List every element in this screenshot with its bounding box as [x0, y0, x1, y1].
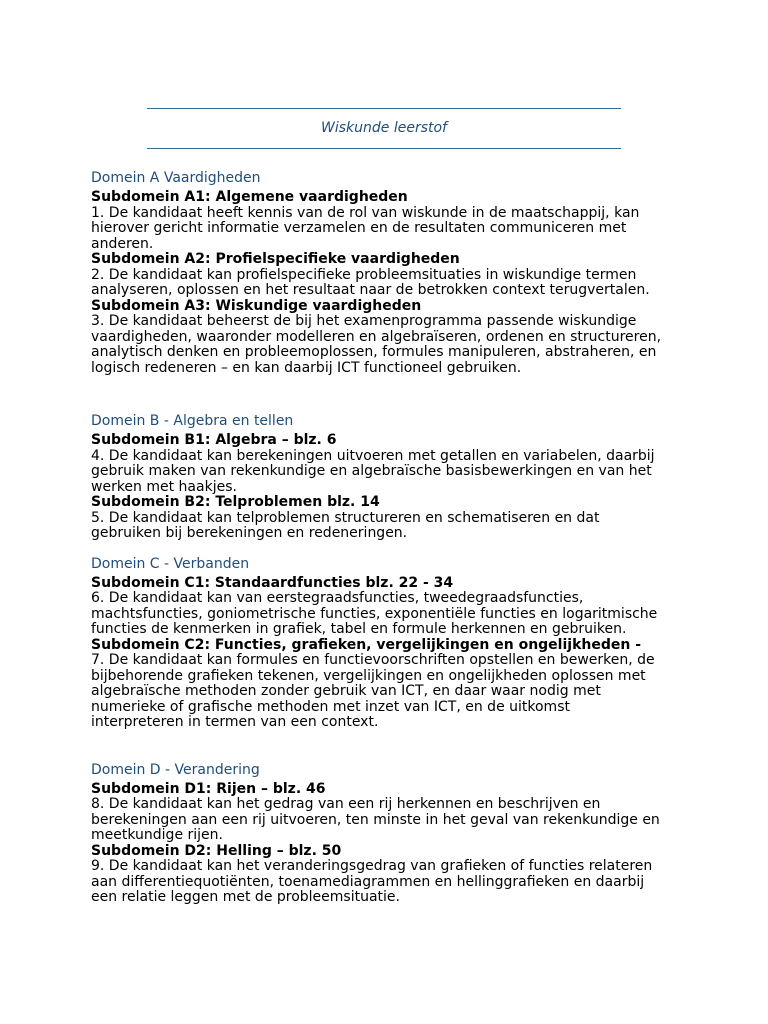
subdomain-text: 7. De kandidaat kan formules en functievoorschriften opstellen en bewerken, de bijbehorende grafieken tekenen, vergelijkingen en ongelijkheden oplossen met algebraïsche methoden zonder gebruik van ICT, en daar waar nodig met numerieke of grafische methoden met inzet van ICT, en de uitkomst interpreteren in termen van een context. — [91, 652, 655, 730]
subdomain-heading: Subdomein B1: Algebra – blz. 6 — [91, 432, 337, 448]
domain-a — [91, 168, 691, 376]
domain-heading: Domein A Vaardigheden — [91, 170, 261, 186]
title-rule-bottom — [147, 148, 621, 149]
subdomain-heading: Subdomein B2: Telproblemen blz. 14 — [91, 494, 380, 510]
subdomain-heading: Subdomein D2: Helling – blz. 50 — [91, 842, 342, 859]
subdomain-text: 9. De kandidaat kan het veranderingsgedrag van grafieken of functies relateren aan differentiequotiënten, toenamediagrammen en hellinggrafieken en daarbij een relatie leggen met de probleemsituatie. — [91, 858, 653, 905]
document-body — [91, 168, 691, 906]
spacer — [91, 542, 691, 554]
subdomain-text: 8. De kandidaat kan het gedrag van een rij herkennen en beschrijven en berekeningen aan een rij uitvoeren, ten minste in het geval van rekenkundige en meetkundige rijen. — [91, 796, 660, 843]
subdomain-text: 3. De kandidaat beheerst de bij het examenprogramma passende wiskundige vaardigheden, waaronder modelleren en algebraïseren, ordenen en structureren, analytisch denken en probleemoplossen, formules manipuleren, abstraheren, en logisch redeneren – en kan daarbij ICT functioneel gebruiken. — [91, 313, 662, 376]
domain-d — [91, 760, 691, 906]
subdomain-heading: Subdomein C2: Functies, grafieken, vergelijkingen en ongelijkheden - — [91, 636, 642, 653]
subdomain-heading: Subdomein A1: Algemene vaardigheden — [91, 189, 408, 205]
subdomain-text: 1. De kandidaat heeft kennis van de rol van wiskunde in de maatschappij, kan hierover gericht informatie verzamelen en de resultaten communiceren met anderen. — [91, 204, 640, 252]
subdomain-text: 5. De kandidaat kan telproblemen structureren en schematiseren en dat gebruiken bij berekeningen en redeneringen. — [91, 509, 600, 541]
subdomain-text: 6. De kandidaat kan van eerstegraadsfuncties, tweedegraadsfuncties, machtsfuncties, goniometrische functies, exponentiële functies en logaritmische functies de kenmerken in grafiek, tabel en formule herkennen en gebruiken. — [91, 590, 658, 637]
subdomain-heading: Subdomein A2: Profielspecifieke vaardigheden — [91, 251, 460, 267]
subdomain-heading: Subdomein D1: Rijen – blz. 46 — [91, 780, 326, 797]
subdomain-text: 4. De kandidaat kan berekeningen uitvoeren met getallen en variabelen, daarbij gebruik maken van rekenkundige en algebraïsche basisbewerkingen en van het werken met haakjes. — [91, 447, 655, 495]
subdomain-heading: Subdomein A3: Wiskundige vaardigheden — [91, 297, 422, 314]
domain-c — [91, 554, 691, 731]
subdomain-text: 2. De kandidaat kan profielspecifieke probleemsituaties in wiskundige termen analyseren, oplossen en het resultaat naar de betrokken context terugvertalen. — [91, 266, 650, 298]
domain-heading: Domein B - Algebra en tellen — [91, 413, 294, 429]
subdomain-heading: Subdomein C1: Standaardfuncties blz. 22 - 34 — [91, 574, 454, 591]
domain-heading: Domein C - Verbanden — [91, 555, 250, 572]
title-block — [147, 108, 621, 149]
domain-b — [91, 411, 691, 542]
spacer — [91, 376, 691, 411]
document-title: Wiskunde leerstof — [321, 120, 447, 136]
domain-heading: Domein D - Verandering — [91, 761, 260, 778]
spacer — [91, 731, 691, 760]
